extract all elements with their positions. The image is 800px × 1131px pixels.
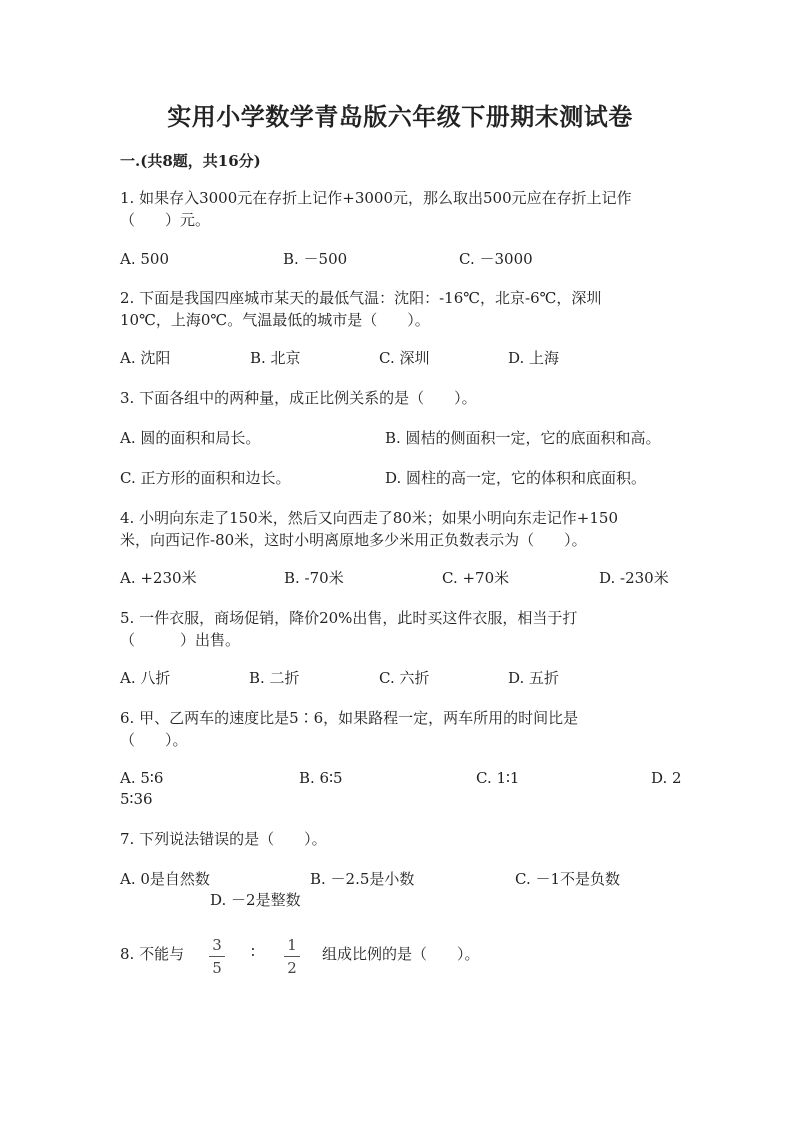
fraction-2-bar: [284, 956, 300, 957]
question-4-option-a[interactable]: A. +230米: [120, 569, 197, 587]
question-5-option-b[interactable]: B. 二折: [249, 669, 300, 687]
question-7-option-d[interactable]: D. －2是整数: [210, 891, 301, 909]
question-2-stem: [120, 287, 680, 331]
question-4-line-1: 4. 小明向东走了150米，然后又向西走了80米；如果小明向东走记作+150: [120, 509, 618, 527]
question-2-line-2: 10℃，上海0℃。气温最低的城市是（ ）。: [120, 311, 430, 329]
question-4-line-2: 米，向西记作-80米，这时小明离原地多少米用正负数表示为（ ）。: [120, 531, 587, 549]
question-5-stem: [120, 607, 680, 651]
question-2-option-b[interactable]: B. 北京: [250, 349, 301, 367]
fraction-1-numerator: 3: [212, 936, 222, 954]
question-3-option-b[interactable]: B. 圆桔的侧面积一定，它的底面积和高。: [385, 429, 661, 447]
question-4-option-d[interactable]: D. -230米: [599, 569, 669, 587]
ratio-colon: ∶: [251, 943, 255, 961]
question-6-line-1: 6. 甲、乙两车的速度比是5∶6，如果路程一定，两车所用的时间比是: [120, 709, 579, 727]
fraction-2-numerator: 1: [287, 936, 297, 954]
question-4-option-c[interactable]: C. +70米: [442, 569, 510, 587]
fraction-three-fifths: [209, 935, 225, 978]
question-6-line-2: （ ）。: [120, 731, 188, 749]
question-7-stem: [120, 828, 680, 850]
question-7-option-a[interactable]: A. 0是自然数: [120, 870, 210, 888]
question-3-line-1: 3. 下面各组中的两种量，成正比例关系的是（ ）。: [120, 389, 477, 407]
question-6-option-c[interactable]: C. 1∶1: [476, 769, 520, 787]
question-3-option-d[interactable]: D. 圆柱的高一定，它的体积和底面积。: [385, 469, 647, 487]
question-2-option-d[interactable]: D. 上海: [508, 349, 560, 367]
question-6-option-b[interactable]: B. 6∶5: [299, 769, 343, 787]
question-2-line-1: 2. 下面是我国四座城市某天的最低气温：沈阳：-16℃，北京-6℃，深圳: [120, 289, 602, 307]
question-6-stem: [120, 707, 680, 751]
question-3-option-c[interactable]: C. 正方形的面积和边长。: [120, 469, 291, 487]
question-6-option-d[interactable]: D. 2: [651, 769, 682, 787]
question-2-option-c[interactable]: C. 深圳: [379, 349, 430, 367]
fraction-1-denominator: 5: [212, 959, 222, 977]
question-8-stem-start: 8. 不能与: [120, 945, 185, 963]
question-4-stem: [120, 507, 680, 551]
question-8-stem-end: 组成比例的是（ ）。: [322, 945, 480, 963]
question-5-option-c[interactable]: C. 六折: [379, 669, 430, 687]
page-title: 实用小学数学青岛版六年级下册期末测试卷: [167, 102, 633, 131]
question-6-option-d-continued: 5∶36: [120, 790, 153, 808]
question-5-line-1: 5. 一件衣服，商场促销，降价20%出售，此时买这件衣服，相当于打: [120, 609, 578, 627]
question-1-option-a[interactable]: A. 500: [120, 250, 169, 268]
question-1-option-c[interactable]: C. －3000: [459, 250, 533, 268]
question-2-option-a[interactable]: A. 沈阳: [120, 349, 171, 367]
question-7-line-1: 7. 下列说法错误的是（ ）。: [120, 830, 327, 848]
question-5-option-a[interactable]: A. 八折: [120, 669, 171, 687]
question-4-option-b[interactable]: B. -70米: [284, 569, 344, 587]
question-6-option-a[interactable]: A. 5∶6: [120, 769, 164, 787]
section-heading: 一.(共8题，共16分): [120, 152, 261, 170]
question-7-option-b[interactable]: B. －2.5是小数: [310, 870, 415, 888]
fraction-one-half: [284, 935, 300, 978]
question-3-stem: [120, 387, 680, 409]
question-1-stem: [120, 187, 680, 231]
question-3-option-a[interactable]: A. 圆的面积和局长。: [120, 429, 261, 447]
question-1-line-2: （ ）元。: [120, 211, 211, 229]
question-1-option-b[interactable]: B. －500: [283, 250, 348, 268]
question-7-option-c[interactable]: C. －1不是负数: [515, 870, 621, 888]
fraction-2-denominator: 2: [287, 959, 297, 977]
fraction-1-bar: [209, 956, 225, 957]
question-1-line-1: 1. 如果存入3000元在存折上记作+3000元，那么取出500元应在存折上记作: [120, 189, 632, 207]
question-5-option-d[interactable]: D. 五折: [508, 669, 560, 687]
question-5-line-2: （ ）出售。: [120, 631, 241, 649]
